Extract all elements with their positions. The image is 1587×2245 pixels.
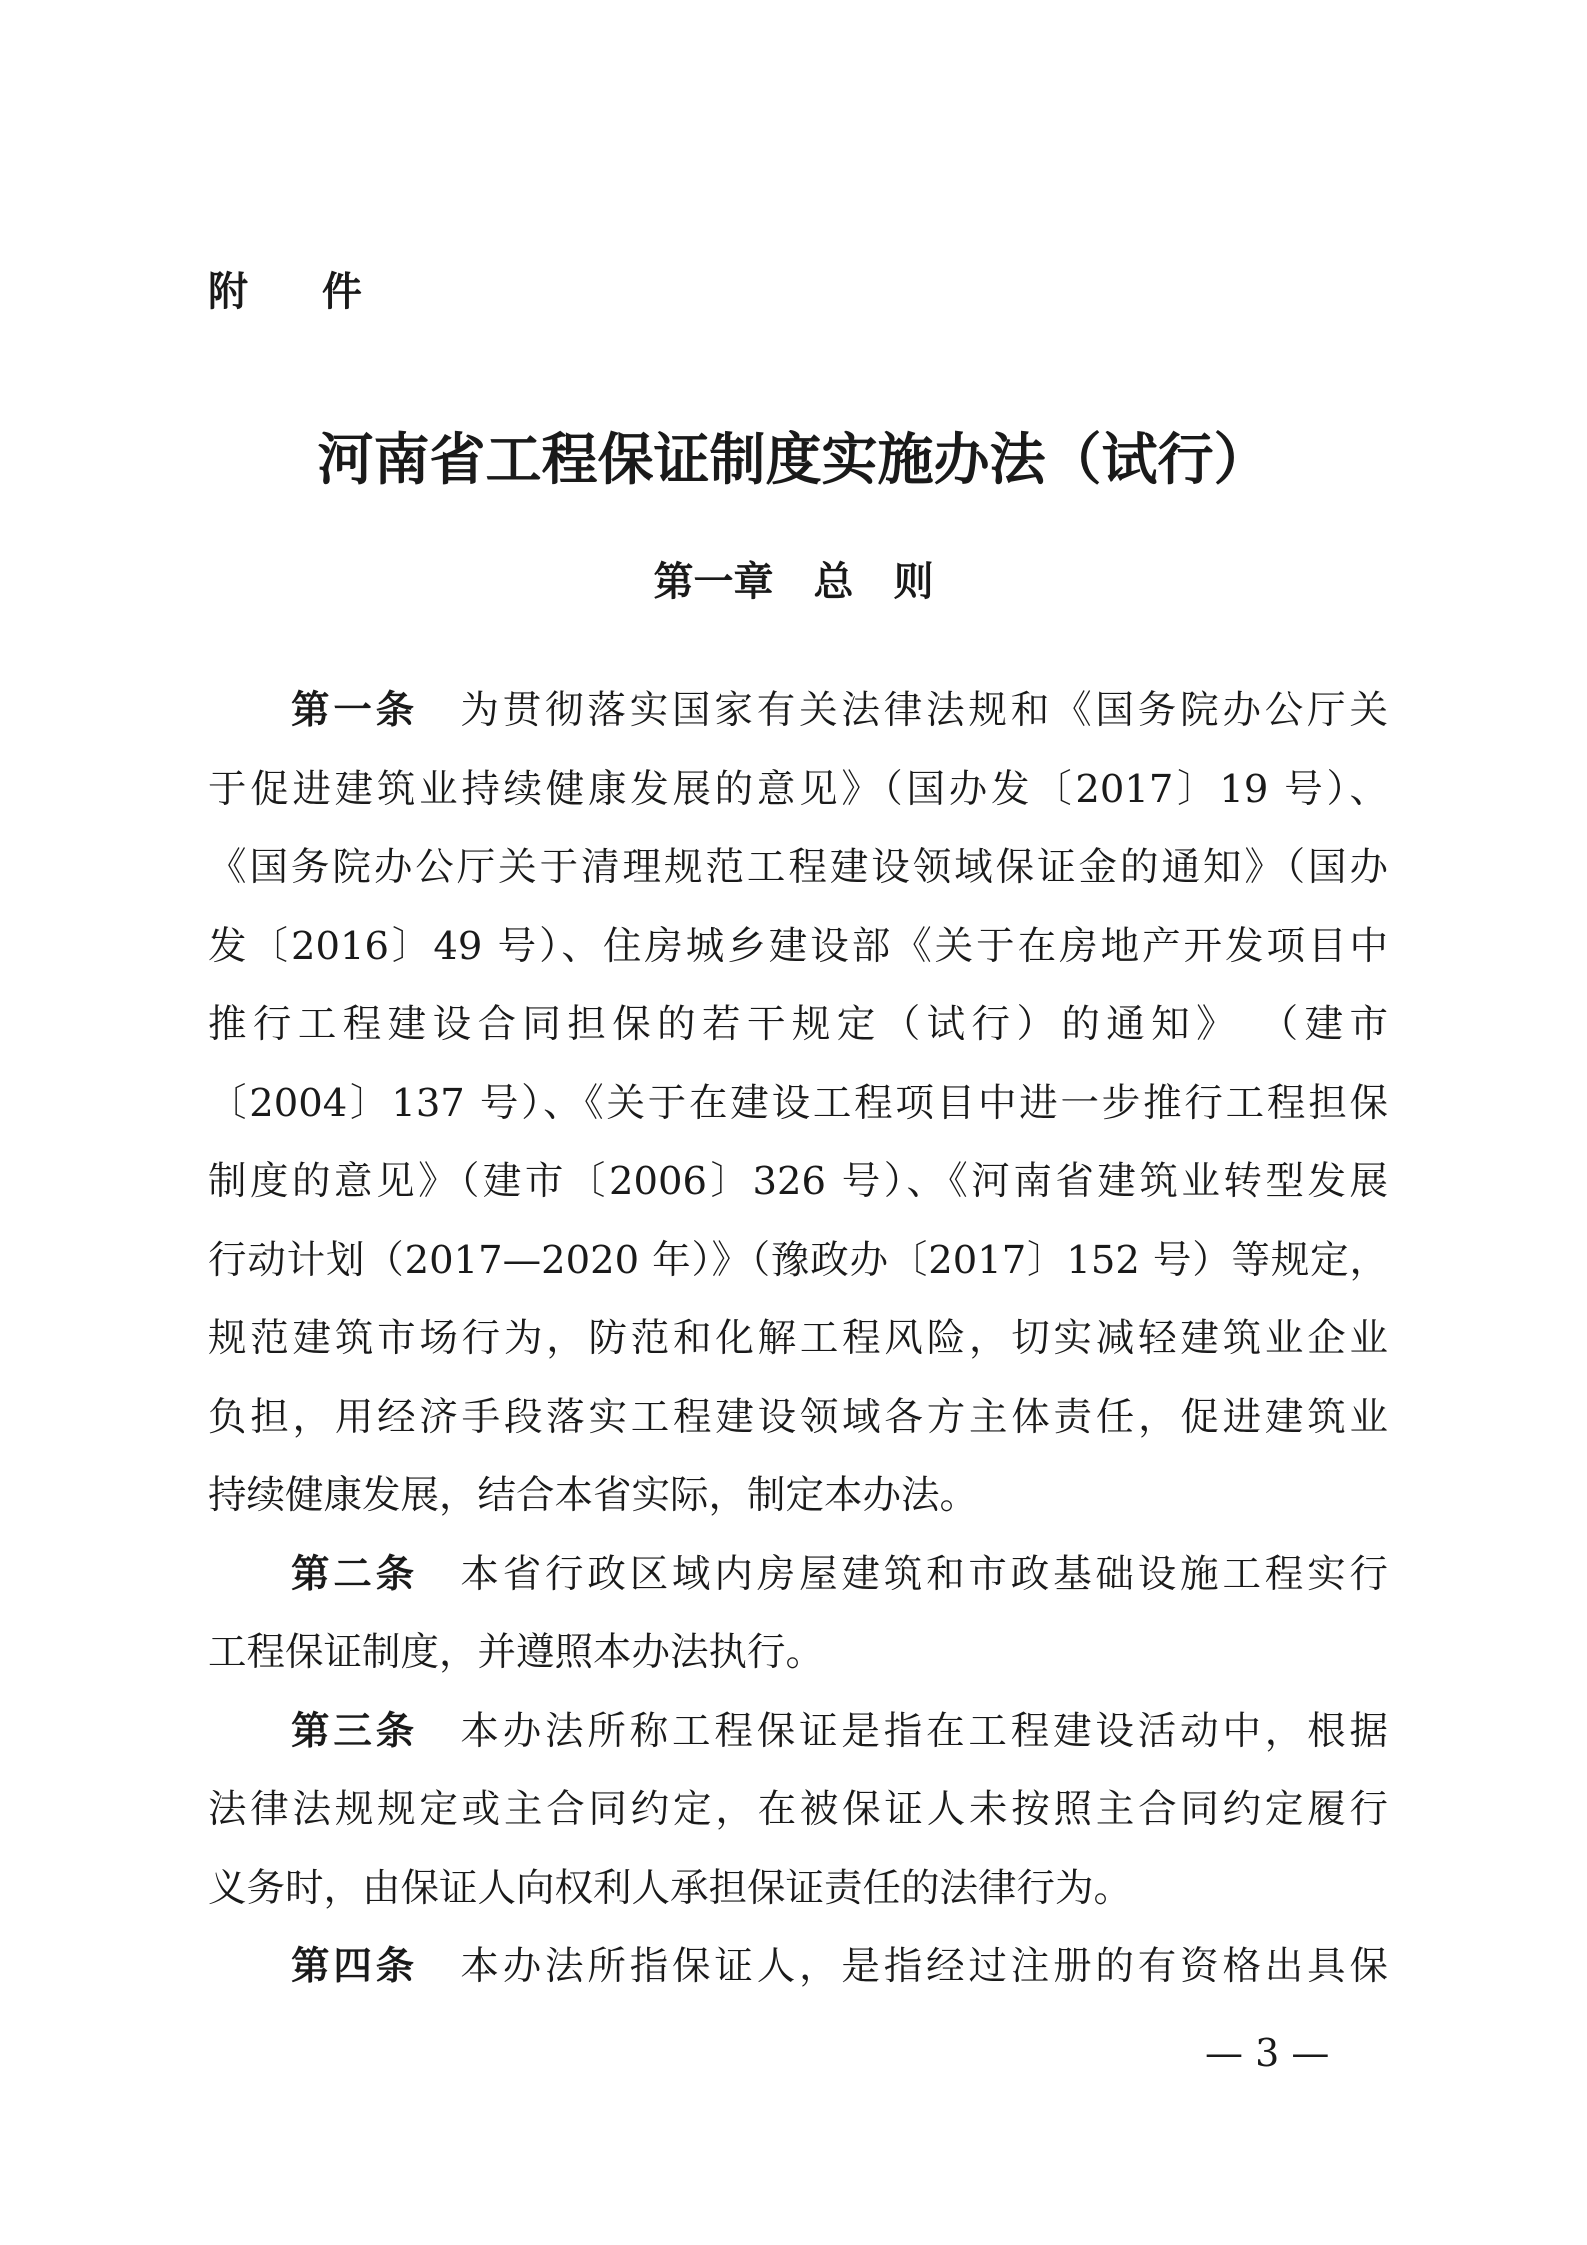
chapter-heading: 第一章 总 则 <box>653 559 934 605</box>
article-text: 为贯彻落实国家有关法律法规和《国务院办公厅关 <box>460 688 1388 733</box>
attachment-label: 附 件 <box>208 269 392 315</box>
article-line: 持续健康发展，结合本省实际，制定本办法。 <box>208 1473 979 1518</box>
article-line: 工程保证制度，并遵照本办法执行。 <box>208 1630 825 1675</box>
article-line: 〔2004〕137 号）、《关于在建设工程项目中进一步推行工程担保 <box>208 1080 1388 1126</box>
document-body <box>208 672 1388 2007</box>
article-text: 本办法所称工程保证是指在工程建设活动中，根据 <box>460 1708 1388 1754</box>
page-number: — 3 — <box>1205 2031 1330 2075</box>
article-label: 第一条 <box>291 688 419 733</box>
article-label: 第三条 <box>291 1708 419 1754</box>
article-line <box>208 1693 1388 1772</box>
article-line: 负担，用经济手段落实工程建设领域各方主体责任，促进建筑业 <box>208 1394 1388 1440</box>
article-line: 规范建筑市场行为，防范和化解工程风险，切实减轻建筑业企业 <box>208 1316 1388 1361</box>
article-line <box>208 1928 1388 2007</box>
article-line <box>208 672 1388 751</box>
article-text: 本办法所指保证人，是指经过注册的有资格出具保 <box>460 1944 1388 1989</box>
article-line: 法律法规规定或主合同约定，在被保证人未按照主合同约定履行 <box>208 1787 1388 1832</box>
document-title: 河南省工程保证制度实施办法（试行） <box>317 427 1270 493</box>
article-label: 第四条 <box>291 1944 419 1989</box>
article-label: 第二条 <box>291 1551 419 1597</box>
article-line: 行动计划（2017—2020 年）》（豫政办〔2017〕152 号）等规定， <box>208 1237 1388 1283</box>
article-line: 《国务院办公厅关于清理规范工程建设领域保证金的通知》（国办 <box>208 845 1388 890</box>
article-line: 发〔2016〕49 号）、住房城乡建设部《关于在房地产开发项目中 <box>208 923 1388 969</box>
article-line <box>208 1536 1388 1615</box>
article-line: 推行工程建设合同担保的若干规定（试行）的通知》 （建市 <box>208 1002 1388 1047</box>
article-line: 于促进建筑业持续健康发展的意见》（国办发〔2017〕19 号）、 <box>208 766 1388 812</box>
article-text: 本省行政区域内房屋建筑和市政基础设施工程实行 <box>460 1551 1388 1597</box>
article-line: 义务时，由保证人向权利人承担保证责任的法律行为。 <box>208 1865 1133 1911</box>
article-line: 制度的意见》（建市〔2006〕326 号）、《河南省建筑业转型发展 <box>208 1159 1388 1204</box>
